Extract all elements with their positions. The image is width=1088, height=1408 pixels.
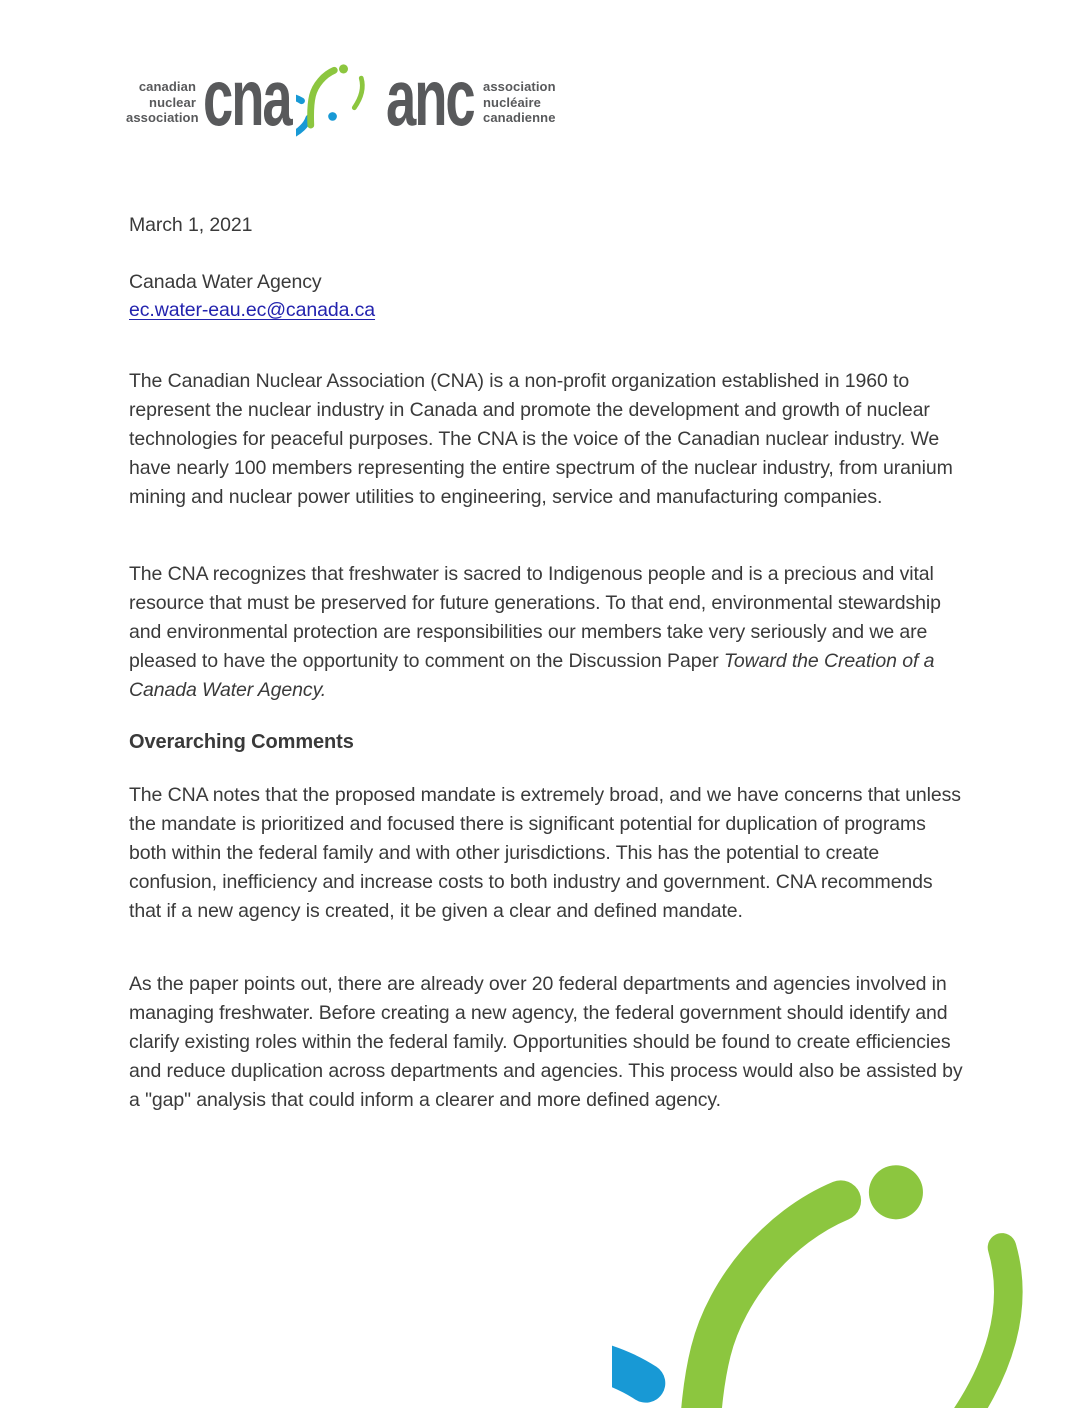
cna-atom-icon [296, 59, 383, 146]
section-heading-overarching-comments: Overarching Comments [129, 731, 354, 753]
recipient-email-line [129, 296, 965, 325]
logo-cna-wordmark: cna [203, 53, 291, 142]
cna-logo-watermark [612, 1133, 1088, 1408]
logo-right-line: association [483, 79, 556, 94]
discussion-paper-title: Toward the Creation of a Canada Water Agency. [129, 650, 935, 701]
logo-left-line: nuclear [149, 94, 196, 110]
logo-left-line: association [126, 110, 199, 125]
paragraph-freshwater-text: The CNA recognizes that freshwater is sacred to Indigenous people and is a precious and vital resource that must be preserved for future generations. To that end, environmental stewardship and environmental protection are responsibilities our members take very seriously and we are pleased to have the opportunity to comment on the Discussion Paper [129, 563, 941, 672]
logo-right-caption [483, 79, 573, 126]
logo-left-caption [126, 79, 199, 126]
recipient-name: Canada Water Agency [129, 271, 322, 293]
logo-anc-wordmark: anc [386, 53, 474, 142]
logo-right-line: canadienne [483, 110, 556, 125]
paragraph-freshwater [129, 560, 965, 705]
paragraph-mandate-concerns: The CNA notes that the proposed mandate is extremely broad, and we have concerns that unless the mandate is prioritized and focused there is significant potential for duplication of programs both within the federal family and with other jurisdictions. This has the potential to create confusion, inefficiency and increase costs to both industry and government. CNA recommends that if a new agency is created, it be given a clear and defined mandate. [129, 784, 961, 922]
paragraph-cna-intro: The Canadian Nuclear Association (CNA) is a non-profit organization established in 1960 to represent the nuclear industry in Canada and promote the development and growth of nuclear technologies for peaceful purposes. The CNA is the voice of the Canadian nuclear industry. We have nearly 100 members representing the entire spectrum of the nuclear industry, from uranium mining and nuclear power utilities to engineering, service and manufacturing companies. [129, 370, 953, 508]
letter-date: March 1, 2021 [129, 214, 253, 236]
logo-left-line: canadian [138, 79, 196, 94]
paragraph-federal-departments: As the paper points out, there are already over 20 federal departments and agencies involved in managing freshwater. Before creating a new agency, the federal government should identify and clarify existing roles within the federal family. Opportunities should be found to create efficiencies and reduce duplication across departments and agencies. This process would also be assisted by a "gap" analysis that could inform a clearer and more defined agency. [129, 973, 963, 1111]
logo-right-line: nucléaire [483, 94, 541, 110]
recipient-email-link[interactable]: ec.water-eau.ec@canada.ca [129, 299, 376, 321]
